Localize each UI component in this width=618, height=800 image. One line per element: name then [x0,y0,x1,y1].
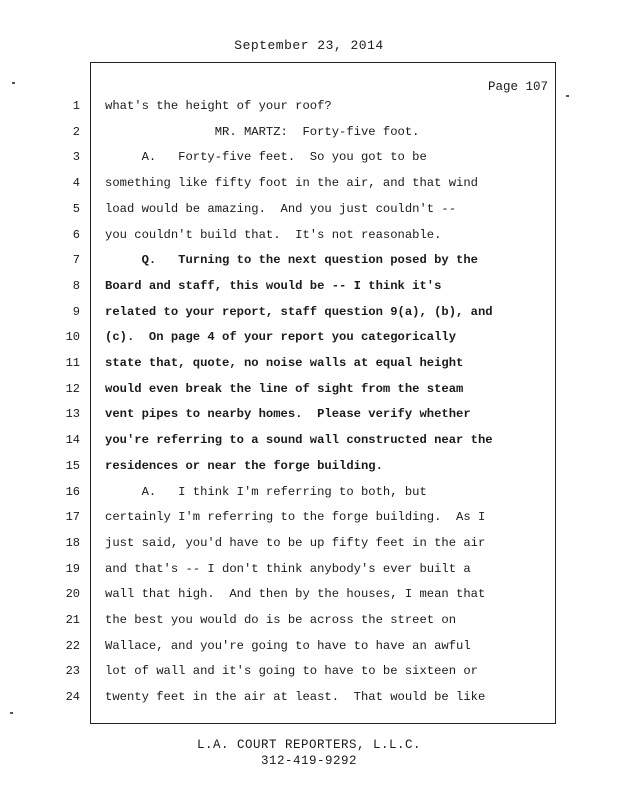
transcript-line: Wallace, and you're going to have to have an awful [105,639,471,653]
footer-phone: 312-419-9292 [260,754,357,768]
transcript-line: Board and staff, this would be -- I think it's [105,279,442,293]
line-number: 4 [72,176,80,190]
line-number: 17 [65,510,80,524]
line-number: 10 [65,330,80,344]
line-number: 13 [65,407,80,421]
transcript-line: you're referring to a sound wall constructed near the [105,433,493,447]
transcript-line: load would be amazing. And you just couldn't -- [105,202,457,216]
line-number: 24 [65,690,80,704]
line-number: 14 [65,433,80,447]
scan-speck [10,712,13,714]
scan-speck [12,82,15,84]
scan-speck [566,95,569,97]
transcript-line: and that's -- I don't think anybody's ever built a [105,562,471,576]
transcript-line: state that, quote, no noise walls at equal height [105,356,464,370]
transcript-line: A. Forty-five feet. So you got to be [105,150,427,164]
transcript-line: A. I think I'm referring to both, but [105,485,427,499]
line-number: 19 [65,562,80,576]
transcript-line: lot of wall and it's going to have to be sixteen or [105,664,478,678]
line-number: 12 [65,382,80,396]
header-date: September 23, 2014 [234,38,384,53]
line-number: 5 [72,202,80,216]
line-number: 8 [72,279,80,293]
line-number: 15 [65,459,80,473]
line-number: 20 [65,587,80,601]
line-number: 9 [72,305,80,319]
line-number: 7 [72,253,80,267]
line-number: 23 [65,664,80,678]
line-number: 18 [65,536,80,550]
footer-company: L.A. COURT REPORTERS, L.L.C. [196,738,422,752]
transcript-line: the best you would do is be across the street on [105,613,457,627]
transcript-line: (c). On page 4 of your report you categorically [105,330,457,344]
transcript-line: Q. Turning to the next question posed by the [105,253,478,267]
line-number: 16 [65,485,80,499]
line-number: 11 [65,356,80,370]
transcript-line: residences or near the forge building. [105,459,383,473]
transcript-line: twenty feet in the air at least. That would be like [105,690,486,704]
transcript-line: certainly I'm referring to the forge building. As I [105,510,486,524]
transcript-line: you couldn't build that. It's not reasonable. [105,228,442,242]
line-number: 21 [65,613,80,627]
line-number: 3 [72,150,80,164]
transcript-line: related to your report, staff question 9(a), (b), and [105,305,493,319]
transcript-line: vent pipes to nearby homes. Please verify whether [105,407,471,421]
transcript-line: just said, you'd have to be up fifty feet in the air [105,536,486,550]
transcript-line: MR. MARTZ: Forty-five foot. [105,125,420,139]
line-number: 22 [65,639,80,653]
page-number: Page 107 [487,80,548,94]
transcript-line: would even break the line of sight from the steam [105,382,464,396]
transcript-line: wall that high. And then by the houses, I mean that [105,587,486,601]
transcript-line: something like fifty foot in the air, and that wind [105,176,478,190]
line-number: 2 [72,125,80,139]
line-number: 1 [72,99,80,113]
line-number: 6 [72,228,80,242]
transcript-line: what's the height of your roof? [105,99,332,113]
